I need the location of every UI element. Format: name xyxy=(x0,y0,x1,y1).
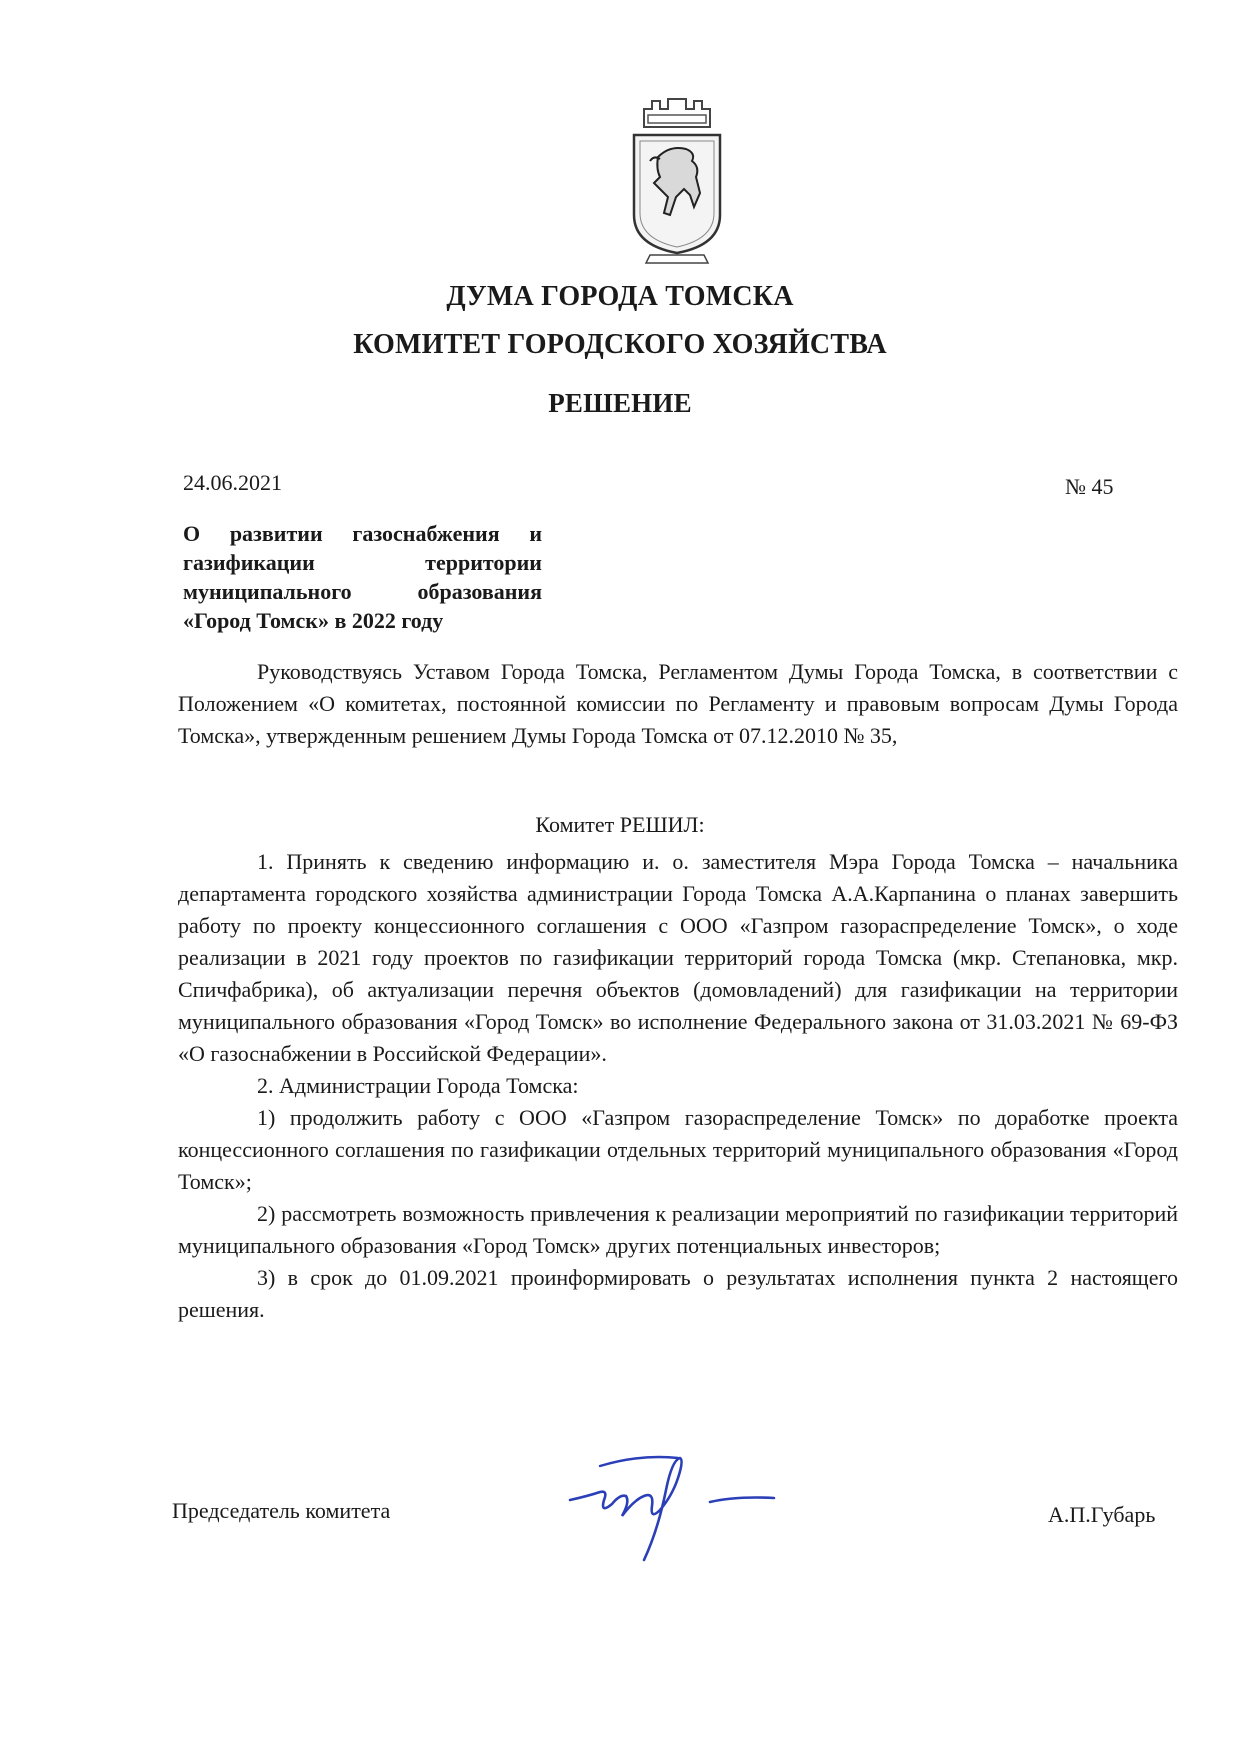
preamble-paragraph: Руководствуясь Уставом Города Томска, Регламентом Думы Города Томска, в соответствии с Положением «О комитетах, постоянной комиссии по Регламенту и правовым вопросам Думы Города Томска», утвержденным решением Думы Города Томска от 07.12.2010 № 35, xyxy=(178,659,1178,748)
committee-title: КОМИТЕТ ГОРОДСКОГО ХОЗЯЙСТВА xyxy=(353,329,887,360)
decision-subject xyxy=(183,519,542,635)
document-type: РЕШЕНИЕ xyxy=(548,388,692,418)
decision-date: 24.06.2021 xyxy=(183,470,282,495)
item-1: 1. Принять к сведению информацию и. о. заместителя Мэра Города Томска – начальника департамента городского хозяйства администрации Города Томска А.А.Карпанина о планах завершить работу по проекту концессионного соглашения с ООО «Газпром газораспределение Томск», о ходе реализации в 2021 году проектов по газификации территорий города Томска (мкр. Степановка, мкр. Спичфабрика), об актуализации перечня объектов (домовладений) для газификации на территории муниципального образования «Город Томск» во исполнение Федерального закона от 31.03.2021 № 69-ФЗ «О газоснабжении в Российской Федерации». xyxy=(178,849,1178,1066)
decision-number: № 45 xyxy=(1065,474,1114,499)
item-2-2: 2) рассмотреть возможность привлечения к реализации мероприятий по газификации территорий муниципального образования «Город Томск» других потенциальных инвесторов; xyxy=(178,1201,1178,1258)
item-2-3: 3) в срок до 01.09.2021 проинформировать о результатах исполнения пункта 2 настоящего решения. xyxy=(178,1265,1178,1322)
subject-line: муниципального образования xyxy=(183,579,542,604)
subject-line: О развитии газоснабжения и xyxy=(183,521,542,546)
handwritten-signature xyxy=(560,1430,820,1570)
preamble-block xyxy=(178,656,1178,752)
decided-heading: Комитет РЕШИЛ: xyxy=(535,812,705,837)
tomsk-coat-of-arms-icon xyxy=(630,97,724,267)
item-2: 2. Администрации Города Томска: xyxy=(257,1073,579,1098)
subject-line: «Город Томск» в 2022 году xyxy=(183,608,444,633)
signatory-title: Председатель комитета xyxy=(172,1498,391,1523)
decision-items xyxy=(178,846,1178,1326)
subject-line: газификации территории xyxy=(183,550,542,575)
signatory-name: А.П.Губарь xyxy=(1048,1502,1156,1527)
organization-title: ДУМА ГОРОДА ТОМСКА xyxy=(446,281,794,312)
item-2-1: 1) продолжить работу с ООО «Газпром газораспределение Томск» по доработке проекта концессионного соглашения по газификации отдельных территорий муниципального образования «Город Томск»; xyxy=(178,1105,1178,1194)
